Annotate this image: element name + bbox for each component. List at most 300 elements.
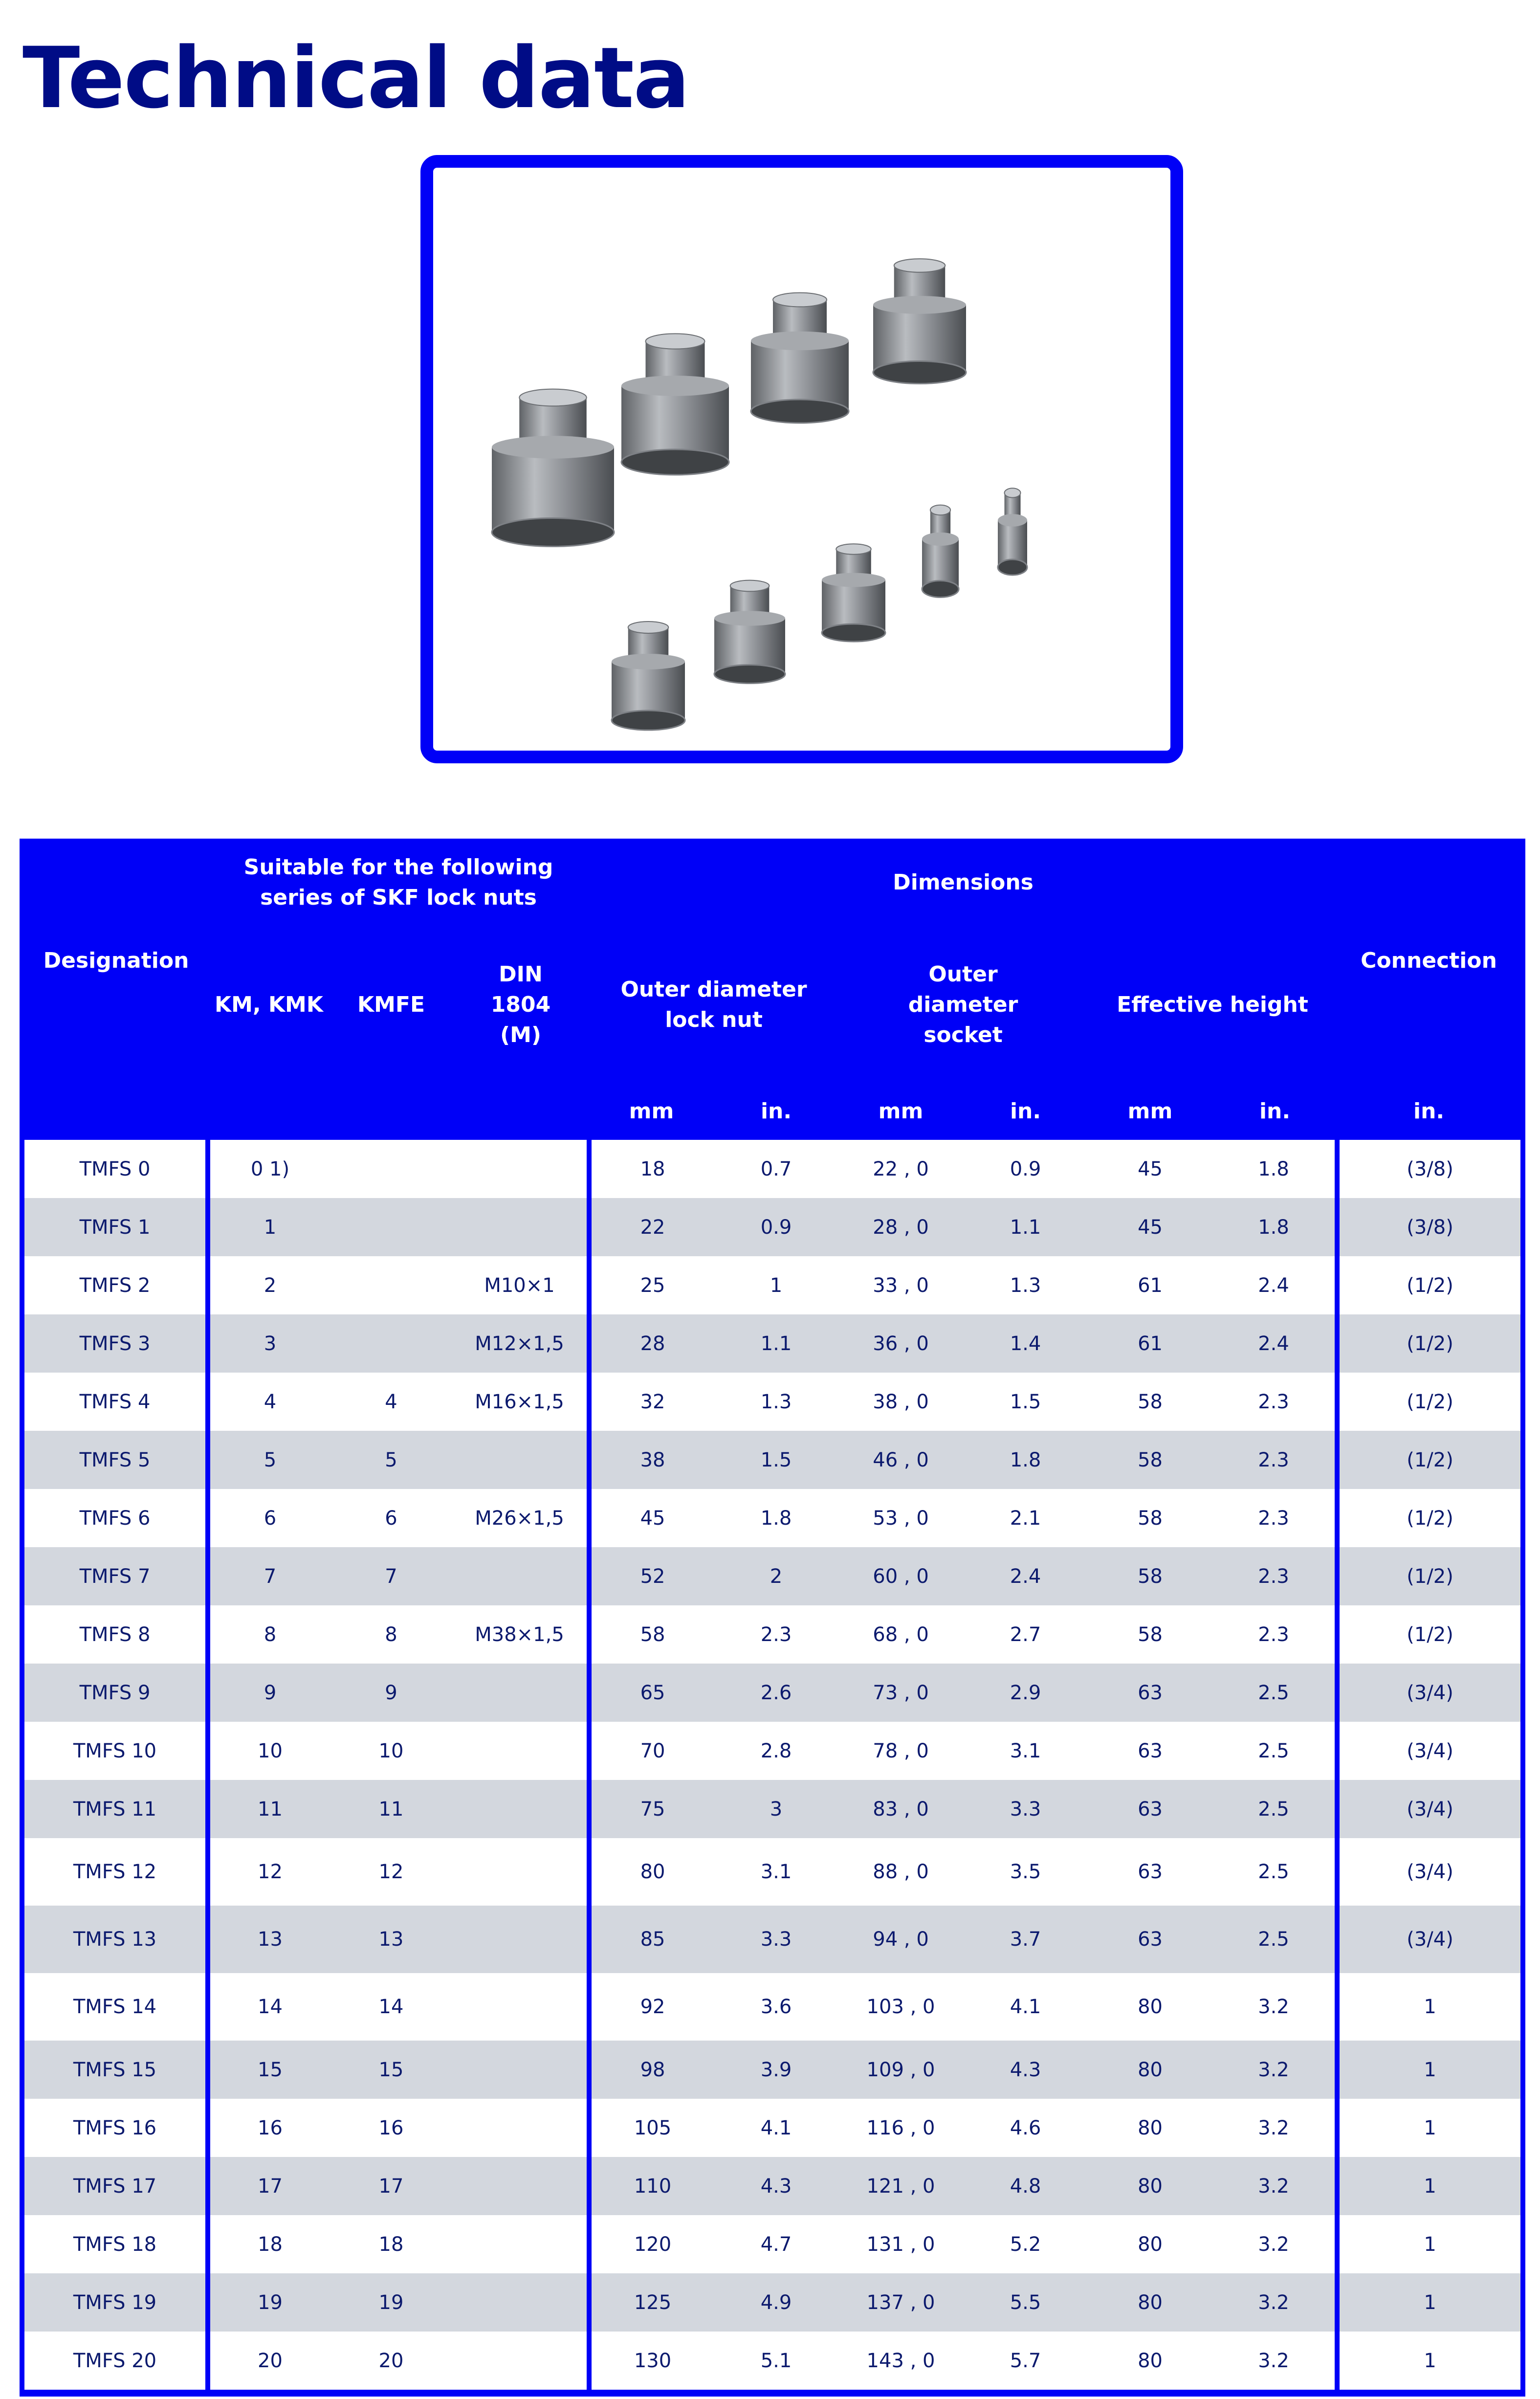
cell-height-in: 3.2 bbox=[1212, 2332, 1337, 2393]
table-row bbox=[22, 2273, 1523, 2332]
cell-kmfe bbox=[330, 1198, 452, 1256]
cell-din-1804: M12×1,5 bbox=[452, 1314, 589, 1373]
cell-lock-nut-in: 2.3 bbox=[714, 1605, 838, 1664]
socket-shape bbox=[714, 611, 785, 625]
cell-connection: 1 bbox=[1337, 1973, 1523, 2041]
cell-height-in: 2.4 bbox=[1212, 1256, 1337, 1314]
cell-height-in: 2.3 bbox=[1212, 1489, 1337, 1547]
cell-connection: (1/2) bbox=[1337, 1605, 1523, 1664]
cell-lock-nut-in: 0.9 bbox=[714, 1198, 838, 1256]
cell-connection: (3/8) bbox=[1337, 1198, 1523, 1256]
cell-socket-in: 3.1 bbox=[963, 1722, 1088, 1780]
cell-designation: TMFS 4 bbox=[22, 1373, 208, 1431]
cell-designation: TMFS 19 bbox=[22, 2273, 208, 2332]
cell-height-mm: 80 bbox=[1088, 2273, 1212, 2332]
cell-kmfe: 19 bbox=[330, 2273, 452, 2332]
cell-height-in: 3.2 bbox=[1212, 1973, 1337, 2041]
socket-shape bbox=[646, 333, 705, 349]
cell-socket-mm: 73 , 0 bbox=[838, 1664, 963, 1722]
socket-set-photo bbox=[433, 168, 1170, 751]
unit-in: in. bbox=[714, 1083, 838, 1140]
cell-height-mm: 80 bbox=[1088, 1973, 1212, 2041]
cell-socket-in: 5.2 bbox=[963, 2215, 1088, 2273]
cell-socket-in: 2.1 bbox=[963, 1489, 1088, 1547]
cell-height-in: 1.8 bbox=[1212, 1198, 1337, 1256]
socket-shape bbox=[492, 436, 614, 458]
cell-km-kmk: 20 bbox=[208, 2332, 330, 2393]
cell-socket-in: 2.4 bbox=[963, 1547, 1088, 1605]
cell-lock-nut-in: 1.8 bbox=[714, 1489, 838, 1547]
cell-lock-nut-in: 4.9 bbox=[714, 2273, 838, 2332]
cell-socket-in: 4.6 bbox=[963, 2099, 1088, 2157]
cell-connection: 1 bbox=[1337, 2332, 1523, 2393]
cell-km-kmk: 12 bbox=[208, 1838, 330, 1906]
table-row bbox=[22, 1198, 1523, 1256]
unit-in: in. bbox=[963, 1083, 1088, 1140]
cell-km-kmk: 17 bbox=[208, 2157, 330, 2215]
socket-shape bbox=[714, 665, 785, 684]
cell-lock-nut-mm: 45 bbox=[589, 1489, 714, 1547]
socket-shape bbox=[922, 581, 959, 598]
cell-designation: TMFS 0 bbox=[22, 1140, 208, 1198]
cell-height-mm: 80 bbox=[1088, 2332, 1212, 2393]
cell-lock-nut-mm: 22 bbox=[589, 1198, 714, 1256]
socket-shape bbox=[998, 559, 1027, 575]
cell-kmfe bbox=[330, 1256, 452, 1314]
cell-din-1804 bbox=[452, 1722, 589, 1780]
cell-socket-in: 4.8 bbox=[963, 2157, 1088, 2215]
cell-lock-nut-in: 3.1 bbox=[714, 1838, 838, 1906]
table-row bbox=[22, 1431, 1523, 1489]
cell-lock-nut-mm: 52 bbox=[589, 1547, 714, 1605]
table-row bbox=[22, 1722, 1523, 1780]
cell-din-1804 bbox=[452, 1140, 589, 1198]
socket-shape bbox=[822, 573, 885, 587]
cell-socket-in: 1.1 bbox=[963, 1198, 1088, 1256]
cell-km-kmk: 13 bbox=[208, 1906, 330, 1973]
cell-socket-mm: 38 , 0 bbox=[838, 1373, 963, 1431]
cell-height-in: 2.5 bbox=[1212, 1906, 1337, 1973]
cell-socket-in: 5.5 bbox=[963, 2273, 1088, 2332]
cell-kmfe: 20 bbox=[330, 2332, 452, 2393]
header-din-1804: DIN 1804 (M) bbox=[452, 927, 589, 1083]
cell-height-mm: 63 bbox=[1088, 1780, 1212, 1838]
page-title: Technical data bbox=[22, 29, 689, 127]
cell-connection: (3/4) bbox=[1337, 1780, 1523, 1838]
cell-connection: (3/4) bbox=[1337, 1838, 1523, 1906]
cell-height-in: 1.8 bbox=[1212, 1140, 1337, 1198]
table-row bbox=[22, 1489, 1523, 1547]
cell-socket-in: 2.9 bbox=[963, 1664, 1088, 1722]
cell-lock-nut-mm: 130 bbox=[589, 2332, 714, 2393]
cell-lock-nut-mm: 75 bbox=[589, 1780, 714, 1838]
cell-connection: (1/2) bbox=[1337, 1314, 1523, 1373]
cell-height-in: 2.3 bbox=[1212, 1605, 1337, 1664]
cell-designation: TMFS 17 bbox=[22, 2157, 208, 2215]
unit-cell-empty bbox=[330, 1083, 452, 1140]
cell-din-1804 bbox=[452, 1664, 589, 1722]
cell-lock-nut-in: 1.5 bbox=[714, 1431, 838, 1489]
cell-kmfe: 11 bbox=[330, 1780, 452, 1838]
cell-socket-in: 2.7 bbox=[963, 1605, 1088, 1664]
cell-socket-mm: 83 , 0 bbox=[838, 1780, 963, 1838]
cell-lock-nut-in: 5.1 bbox=[714, 2332, 838, 2393]
cell-din-1804: M38×1,5 bbox=[452, 1605, 589, 1664]
cell-lock-nut-in: 3.9 bbox=[714, 2041, 838, 2099]
cell-connection: (3/4) bbox=[1337, 1906, 1523, 1973]
socket-shape bbox=[621, 449, 729, 475]
cell-connection: (3/8) bbox=[1337, 1140, 1523, 1198]
cell-designation: TMFS 7 bbox=[22, 1547, 208, 1605]
cell-height-mm: 58 bbox=[1088, 1489, 1212, 1547]
cell-kmfe: 10 bbox=[330, 1722, 452, 1780]
cell-din-1804 bbox=[452, 2215, 589, 2273]
cell-height-in: 3.2 bbox=[1212, 2099, 1337, 2157]
cell-din-1804 bbox=[452, 2273, 589, 2332]
cell-km-kmk: 11 bbox=[208, 1780, 330, 1838]
cell-designation: TMFS 6 bbox=[22, 1489, 208, 1547]
cell-socket-mm: 60 , 0 bbox=[838, 1547, 963, 1605]
cell-din-1804 bbox=[452, 2157, 589, 2215]
cell-lock-nut-mm: 125 bbox=[589, 2273, 714, 2332]
cell-socket-mm: 88 , 0 bbox=[838, 1838, 963, 1906]
cell-designation: TMFS 11 bbox=[22, 1780, 208, 1838]
socket-shape bbox=[751, 332, 849, 350]
cell-kmfe: 5 bbox=[330, 1431, 452, 1489]
cell-connection: (3/4) bbox=[1337, 1664, 1523, 1722]
cell-socket-mm: 121 , 0 bbox=[838, 2157, 963, 2215]
cell-lock-nut-mm: 80 bbox=[589, 1838, 714, 1906]
cell-designation: TMFS 2 bbox=[22, 1256, 208, 1314]
cell-kmfe: 8 bbox=[330, 1605, 452, 1664]
cell-kmfe bbox=[330, 1314, 452, 1373]
cell-socket-in: 1.5 bbox=[963, 1373, 1088, 1431]
cell-kmfe: 9 bbox=[330, 1664, 452, 1722]
header-outer-diameter-lock-nut: Outer diameter lock nut bbox=[589, 927, 838, 1083]
cell-socket-in: 1.3 bbox=[963, 1256, 1088, 1314]
cell-connection: (1/2) bbox=[1337, 1547, 1523, 1605]
cell-lock-nut-in: 2 bbox=[714, 1547, 838, 1605]
cell-height-in: 3.2 bbox=[1212, 2157, 1337, 2215]
cell-lock-nut-in: 1.3 bbox=[714, 1373, 838, 1431]
cell-socket-in: 4.1 bbox=[963, 1973, 1088, 2041]
cell-socket-mm: 137 , 0 bbox=[838, 2273, 963, 2332]
cell-height-in: 2.4 bbox=[1212, 1314, 1337, 1373]
cell-height-in: 3.2 bbox=[1212, 2273, 1337, 2332]
socket-shape bbox=[922, 533, 959, 546]
socket-shape bbox=[612, 711, 685, 730]
cell-lock-nut-mm: 18 bbox=[589, 1140, 714, 1198]
socket-shape bbox=[873, 296, 966, 314]
socket-shape bbox=[612, 654, 685, 669]
table-row bbox=[22, 2157, 1523, 2215]
cell-height-in: 2.3 bbox=[1212, 1373, 1337, 1431]
cell-kmfe: 17 bbox=[330, 2157, 452, 2215]
cell-connection: 1 bbox=[1337, 2099, 1523, 2157]
header-km-kmk: KM, KMK bbox=[208, 927, 330, 1083]
cell-socket-in: 1.4 bbox=[963, 1314, 1088, 1373]
cell-height-mm: 58 bbox=[1088, 1373, 1212, 1431]
cell-km-kmk: 18 bbox=[208, 2215, 330, 2273]
table-row bbox=[22, 1780, 1523, 1838]
cell-height-in: 2.3 bbox=[1212, 1431, 1337, 1489]
socket-shape bbox=[621, 376, 729, 396]
cell-lock-nut-mm: 25 bbox=[589, 1256, 714, 1314]
cell-lock-nut-in: 4.1 bbox=[714, 2099, 838, 2157]
cell-kmfe: 15 bbox=[330, 2041, 452, 2099]
cell-km-kmk: 0 1) bbox=[208, 1140, 330, 1198]
cell-connection: 1 bbox=[1337, 2157, 1523, 2215]
cell-designation: TMFS 20 bbox=[22, 2332, 208, 2393]
cell-height-mm: 58 bbox=[1088, 1605, 1212, 1664]
table-row bbox=[22, 2041, 1523, 2099]
table-row bbox=[22, 1373, 1523, 1431]
cell-kmfe: 16 bbox=[330, 2099, 452, 2157]
cell-kmfe: 13 bbox=[330, 1906, 452, 1973]
cell-connection: 1 bbox=[1337, 2273, 1523, 2332]
socket-shape bbox=[822, 624, 885, 642]
header-kmfe: KMFE bbox=[330, 927, 452, 1083]
cell-lock-nut-in: 1 bbox=[714, 1256, 838, 1314]
socket-shape bbox=[773, 293, 827, 307]
cell-km-kmk: 8 bbox=[208, 1605, 330, 1664]
cell-din-1804 bbox=[452, 1973, 589, 2041]
cell-km-kmk: 7 bbox=[208, 1547, 330, 1605]
cell-lock-nut-in: 3.6 bbox=[714, 1973, 838, 2041]
cell-height-in: 2.5 bbox=[1212, 1838, 1337, 1906]
cell-socket-in: 3.7 bbox=[963, 1906, 1088, 1973]
cell-km-kmk: 6 bbox=[208, 1489, 330, 1547]
cell-lock-nut-mm: 65 bbox=[589, 1664, 714, 1722]
cell-kmfe: 4 bbox=[330, 1373, 452, 1431]
cell-kmfe: 12 bbox=[330, 1838, 452, 1906]
cell-din-1804: M16×1,5 bbox=[452, 1373, 589, 1431]
cell-km-kmk: 19 bbox=[208, 2273, 330, 2332]
cell-lock-nut-in: 2.8 bbox=[714, 1722, 838, 1780]
socket-shape bbox=[894, 259, 946, 272]
cell-din-1804 bbox=[452, 2041, 589, 2099]
socket-shape bbox=[628, 622, 669, 633]
cell-connection: (1/2) bbox=[1337, 1256, 1523, 1314]
cell-lock-nut-in: 3 bbox=[714, 1780, 838, 1838]
cell-lock-nut-in: 4.7 bbox=[714, 2215, 838, 2273]
technical-data-table bbox=[20, 839, 1525, 2397]
unit-in: in. bbox=[1337, 1083, 1523, 1140]
socket-shape bbox=[519, 389, 587, 406]
cell-height-mm: 58 bbox=[1088, 1547, 1212, 1605]
cell-designation: TMFS 3 bbox=[22, 1314, 208, 1373]
header-outer-diameter-socket: Outer diameter socket bbox=[838, 927, 1088, 1083]
cell-height-in: 2.3 bbox=[1212, 1547, 1337, 1605]
cell-height-in: 2.5 bbox=[1212, 1664, 1337, 1722]
cell-designation: TMFS 15 bbox=[22, 2041, 208, 2099]
socket-shape bbox=[930, 505, 950, 515]
cell-lock-nut-in: 1.1 bbox=[714, 1314, 838, 1373]
cell-height-in: 2.5 bbox=[1212, 1722, 1337, 1780]
cell-height-mm: 63 bbox=[1088, 1906, 1212, 1973]
cell-designation: TMFS 16 bbox=[22, 2099, 208, 2157]
cell-lock-nut-mm: 92 bbox=[589, 1973, 714, 2041]
cell-height-mm: 45 bbox=[1088, 1140, 1212, 1198]
cell-designation: TMFS 14 bbox=[22, 1973, 208, 2041]
cell-connection: (1/2) bbox=[1337, 1431, 1523, 1489]
unit-mm: mm bbox=[838, 1083, 963, 1140]
socket-shape bbox=[730, 580, 770, 592]
cell-socket-in: 5.7 bbox=[963, 2332, 1088, 2393]
header-suitable-series: Suitable for the following series of SKF lock nuts bbox=[208, 839, 589, 927]
cell-designation: TMFS 9 bbox=[22, 1664, 208, 1722]
header-designation: Designation bbox=[22, 839, 208, 1083]
cell-height-in: 3.2 bbox=[1212, 2041, 1337, 2099]
cell-km-kmk: 3 bbox=[208, 1314, 330, 1373]
cell-designation: TMFS 1 bbox=[22, 1198, 208, 1256]
cell-lock-nut-mm: 70 bbox=[589, 1722, 714, 1780]
unit-in: in. bbox=[1212, 1083, 1337, 1140]
socket-shape bbox=[751, 400, 849, 423]
cell-lock-nut-in: 2.6 bbox=[714, 1664, 838, 1722]
cell-lock-nut-mm: 98 bbox=[589, 2041, 714, 2099]
cell-socket-mm: 143 , 0 bbox=[838, 2332, 963, 2393]
cell-designation: TMFS 13 bbox=[22, 1906, 208, 1973]
cell-socket-mm: 53 , 0 bbox=[838, 1489, 963, 1547]
cell-din-1804 bbox=[452, 1838, 589, 1906]
cell-connection: 1 bbox=[1337, 2041, 1523, 2099]
socket-shape bbox=[1005, 488, 1021, 497]
cell-height-mm: 80 bbox=[1088, 2215, 1212, 2273]
cell-height-mm: 80 bbox=[1088, 2157, 1212, 2215]
cell-designation: TMFS 10 bbox=[22, 1722, 208, 1780]
cell-lock-nut-in: 0.7 bbox=[714, 1140, 838, 1198]
cell-lock-nut-in: 4.3 bbox=[714, 2157, 838, 2215]
cell-lock-nut-mm: 120 bbox=[589, 2215, 714, 2273]
cell-socket-mm: 68 , 0 bbox=[838, 1605, 963, 1664]
cell-lock-nut-mm: 32 bbox=[589, 1373, 714, 1431]
unit-cell-empty bbox=[452, 1083, 589, 1140]
cell-lock-nut-in: 3.3 bbox=[714, 1906, 838, 1973]
cell-designation: TMFS 5 bbox=[22, 1431, 208, 1489]
cell-km-kmk: 16 bbox=[208, 2099, 330, 2157]
table-row bbox=[22, 1547, 1523, 1605]
cell-height-mm: 63 bbox=[1088, 1722, 1212, 1780]
cell-lock-nut-mm: 110 bbox=[589, 2157, 714, 2215]
cell-lock-nut-mm: 85 bbox=[589, 1906, 714, 1973]
cell-socket-mm: 78 , 0 bbox=[838, 1722, 963, 1780]
cell-din-1804 bbox=[452, 1780, 589, 1838]
cell-din-1804 bbox=[452, 1906, 589, 1973]
cell-designation: TMFS 12 bbox=[22, 1838, 208, 1906]
cell-socket-in: 3.5 bbox=[963, 1838, 1088, 1906]
cell-km-kmk: 5 bbox=[208, 1431, 330, 1489]
cell-km-kmk: 15 bbox=[208, 2041, 330, 2099]
cell-km-kmk: 4 bbox=[208, 1373, 330, 1431]
cell-height-in: 3.2 bbox=[1212, 2215, 1337, 2273]
cell-din-1804 bbox=[452, 1431, 589, 1489]
cell-socket-mm: 109 , 0 bbox=[838, 2041, 963, 2099]
table-row bbox=[22, 1838, 1523, 1906]
unit-mm: mm bbox=[1088, 1083, 1212, 1140]
cell-connection: (1/2) bbox=[1337, 1373, 1523, 1431]
cell-connection: 1 bbox=[1337, 2215, 1523, 2273]
unit-cell-empty bbox=[208, 1083, 330, 1140]
cell-din-1804: M10×1 bbox=[452, 1256, 589, 1314]
table-row bbox=[22, 1314, 1523, 1373]
cell-height-mm: 63 bbox=[1088, 1664, 1212, 1722]
header-effective-height: Effective height bbox=[1088, 927, 1337, 1083]
cell-height-mm: 58 bbox=[1088, 1431, 1212, 1489]
cell-din-1804 bbox=[452, 1547, 589, 1605]
cell-din-1804 bbox=[452, 2099, 589, 2157]
cell-designation: TMFS 8 bbox=[22, 1605, 208, 1664]
table-row bbox=[22, 1256, 1523, 1314]
table-row bbox=[22, 1973, 1523, 2041]
cell-kmfe: 14 bbox=[330, 1973, 452, 2041]
socket-shape bbox=[873, 361, 966, 384]
cell-km-kmk: 10 bbox=[208, 1722, 330, 1780]
table-row bbox=[22, 2099, 1523, 2157]
cell-lock-nut-mm: 38 bbox=[589, 1431, 714, 1489]
cell-socket-mm: 22 , 0 bbox=[838, 1140, 963, 1198]
cell-socket-in: 1.8 bbox=[963, 1431, 1088, 1489]
cell-socket-mm: 94 , 0 bbox=[838, 1906, 963, 1973]
cell-height-mm: 80 bbox=[1088, 2041, 1212, 2099]
cell-km-kmk: 1 bbox=[208, 1198, 330, 1256]
cell-kmfe: 18 bbox=[330, 2215, 452, 2273]
cell-height-mm: 61 bbox=[1088, 1314, 1212, 1373]
table-row bbox=[22, 1664, 1523, 1722]
cell-socket-mm: 36 , 0 bbox=[838, 1314, 963, 1373]
cell-kmfe bbox=[330, 1140, 452, 1198]
cell-lock-nut-mm: 28 bbox=[589, 1314, 714, 1373]
cell-height-mm: 61 bbox=[1088, 1256, 1212, 1314]
product-photo-frame bbox=[420, 155, 1183, 763]
cell-kmfe: 7 bbox=[330, 1547, 452, 1605]
cell-connection: (3/4) bbox=[1337, 1722, 1523, 1780]
cell-lock-nut-mm: 58 bbox=[589, 1605, 714, 1664]
cell-km-kmk: 2 bbox=[208, 1256, 330, 1314]
table-row bbox=[22, 2215, 1523, 2273]
cell-socket-mm: 103 , 0 bbox=[838, 1973, 963, 2041]
cell-height-mm: 45 bbox=[1088, 1198, 1212, 1256]
cell-din-1804: M26×1,5 bbox=[452, 1489, 589, 1547]
cell-din-1804 bbox=[452, 1198, 589, 1256]
cell-socket-mm: 33 , 0 bbox=[838, 1256, 963, 1314]
cell-kmfe: 6 bbox=[330, 1489, 452, 1547]
cell-socket-mm: 116 , 0 bbox=[838, 2099, 963, 2157]
cell-height-in: 2.5 bbox=[1212, 1780, 1337, 1838]
cell-socket-mm: 131 , 0 bbox=[838, 2215, 963, 2273]
cell-designation: TMFS 18 bbox=[22, 2215, 208, 2273]
table-row bbox=[22, 1605, 1523, 1664]
socket-shape bbox=[492, 518, 614, 547]
cell-km-kmk: 9 bbox=[208, 1664, 330, 1722]
socket-shape bbox=[836, 544, 871, 555]
unit-cell-empty bbox=[22, 1083, 208, 1140]
unit-mm: mm bbox=[589, 1083, 714, 1140]
cell-socket-mm: 46 , 0 bbox=[838, 1431, 963, 1489]
cell-socket-mm: 28 , 0 bbox=[838, 1198, 963, 1256]
cell-connection: (1/2) bbox=[1337, 1489, 1523, 1547]
cell-km-kmk: 14 bbox=[208, 1973, 330, 2041]
table-row bbox=[22, 2332, 1523, 2393]
cell-lock-nut-mm: 105 bbox=[589, 2099, 714, 2157]
cell-socket-in: 3.3 bbox=[963, 1780, 1088, 1838]
cell-din-1804 bbox=[452, 2332, 589, 2393]
cell-height-mm: 63 bbox=[1088, 1838, 1212, 1906]
table-row bbox=[22, 1906, 1523, 1973]
table-row bbox=[22, 1140, 1523, 1198]
header-dimensions: Dimensions bbox=[589, 839, 1337, 927]
socket-shape bbox=[998, 514, 1027, 527]
